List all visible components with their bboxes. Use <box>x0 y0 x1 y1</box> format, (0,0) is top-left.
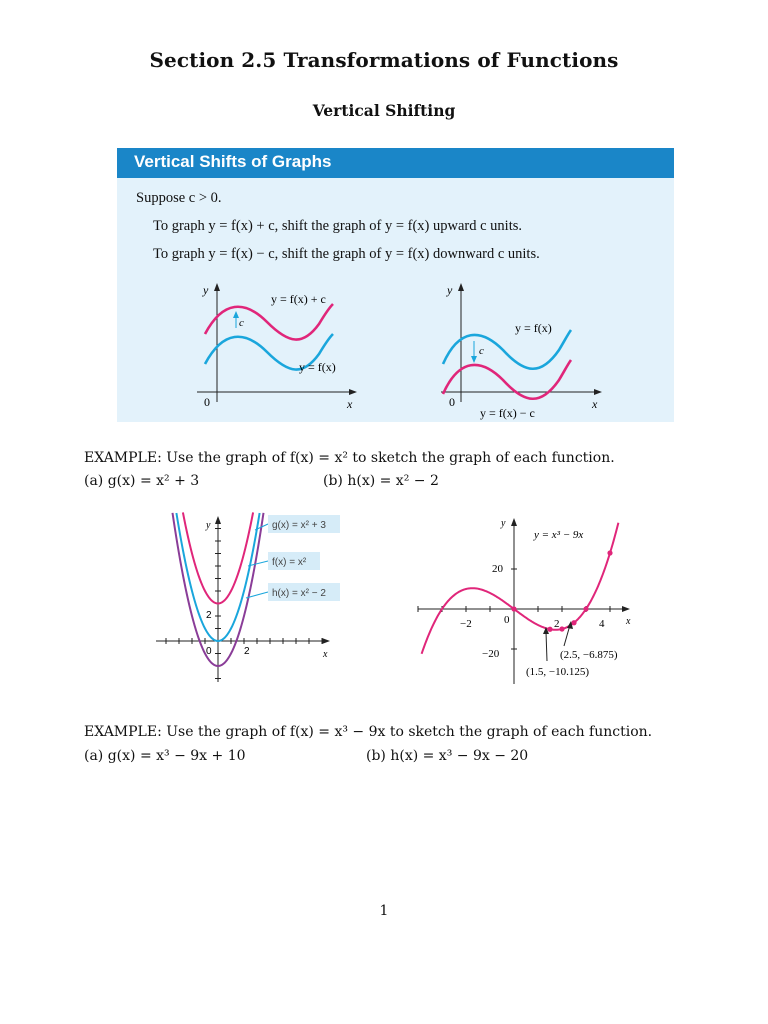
definition-box <box>117 148 674 422</box>
upward-shift-diagram <box>187 278 427 418</box>
x-axis-label: x <box>592 397 598 411</box>
x-axis-label: x <box>323 649 328 660</box>
y-tick-label-20: 20 <box>492 563 503 575</box>
curve-label: y = x³ − 9x <box>534 529 584 541</box>
legend-h <box>246 583 340 601</box>
origin-label: 0 <box>449 395 455 409</box>
legend-g-label: g(x) = x² + 3 <box>272 520 326 531</box>
box-line-2: To graph y = f(x) + c, shift the graph of y = f(x) upward c units. <box>153 218 523 234</box>
upper-curve-label: y = f(x) + c <box>271 292 326 306</box>
cubic-chart <box>410 508 640 688</box>
x-axis-arrow <box>322 638 330 644</box>
example-2-part-a: (a) g(x) = x³ − 9x + 10 <box>84 748 246 764</box>
shift-arrowhead <box>471 356 477 363</box>
legend-g <box>255 515 340 533</box>
y-axis-arrow <box>214 283 220 291</box>
y-axis-arrow <box>458 283 464 291</box>
definition-box-title: Vertical Shifts of Graphs <box>134 152 332 171</box>
lower-curve-label: y = f(x) <box>299 360 336 374</box>
shift-label: c <box>239 317 244 329</box>
downward-shift-diagram <box>427 278 672 422</box>
x-axis-label: x <box>626 616 631 627</box>
lower-curve-label: y = f(x) − c <box>480 406 535 420</box>
page-title: Section 2.5 Transformations of Functions <box>149 48 619 72</box>
x-axis-arrow <box>594 389 602 395</box>
data-point-2 <box>559 626 564 631</box>
x-tick-label-neg2: −2 <box>460 618 472 630</box>
legend-h-label: h(x) = x² − 2 <box>272 588 326 599</box>
y-axis-label: y <box>447 283 453 297</box>
y-axis-label: y <box>206 520 211 531</box>
x-tick-label-2: 2 <box>244 646 250 657</box>
lower-curve <box>443 360 571 399</box>
data-point-5 <box>607 550 612 555</box>
example-1-text: EXAMPLE: Use the graph of f(x) = x² to sketch the graph of each function. <box>84 450 615 466</box>
parabola-chart <box>150 510 350 685</box>
y-axis-arrow <box>511 518 517 526</box>
x-axis-arrow <box>349 389 357 395</box>
box-line-1: Suppose c > 0. <box>136 190 222 206</box>
x-tick-label-2: 2 <box>554 618 560 630</box>
example-1-part-a: (a) g(x) = x² + 3 <box>84 473 200 489</box>
data-point-0 <box>511 606 516 611</box>
annotation-arrow-1 <box>546 632 547 661</box>
legend-f-label: f(x) = x² <box>272 557 307 568</box>
y-tick-label-2: 2 <box>206 610 212 621</box>
legend-f <box>248 552 320 570</box>
y-axis-label: y <box>203 283 209 297</box>
y-tick-label-neg20: −20 <box>482 648 500 660</box>
origin-label: 0 <box>204 395 210 409</box>
x-axis-label: x <box>347 397 353 411</box>
data-point-1 <box>547 627 552 632</box>
x-tick-label-4: 4 <box>599 618 605 630</box>
upper-curve <box>205 304 333 340</box>
section-subtitle: Vertical Shifting <box>312 101 456 120</box>
shift-label: c <box>479 345 484 357</box>
series-cubic-curve <box>422 523 619 654</box>
page-number: 1 <box>379 903 389 919</box>
y-axis-arrow <box>215 516 221 524</box>
x-tick-label-0: 0 <box>504 614 510 626</box>
data-point-4 <box>583 606 588 611</box>
example-1-part-b: (b) h(x) = x² − 2 <box>323 473 439 489</box>
upper-curve <box>443 330 571 369</box>
x-tick-label-0: 0 <box>206 646 212 657</box>
annotation-point-1-5: (1.5, −10.125) <box>526 666 590 678</box>
definition-box-header <box>117 148 674 178</box>
x-axis-arrow <box>622 606 630 612</box>
y-axis-label: y <box>501 518 506 529</box>
box-line-3: To graph y = f(x) − c, shift the graph of y = f(x) downward c units. <box>153 246 540 262</box>
example-2-part-b: (b) h(x) = x³ − 9x − 20 <box>366 748 529 764</box>
example-2-text: EXAMPLE: Use the graph of f(x) = x³ − 9x to sketch the graph of each function. <box>84 724 653 740</box>
upper-curve-label: y = f(x) <box>515 321 552 335</box>
annotation-point-2-5: (2.5, −6.875) <box>560 649 618 661</box>
data-point-3 <box>571 620 576 625</box>
